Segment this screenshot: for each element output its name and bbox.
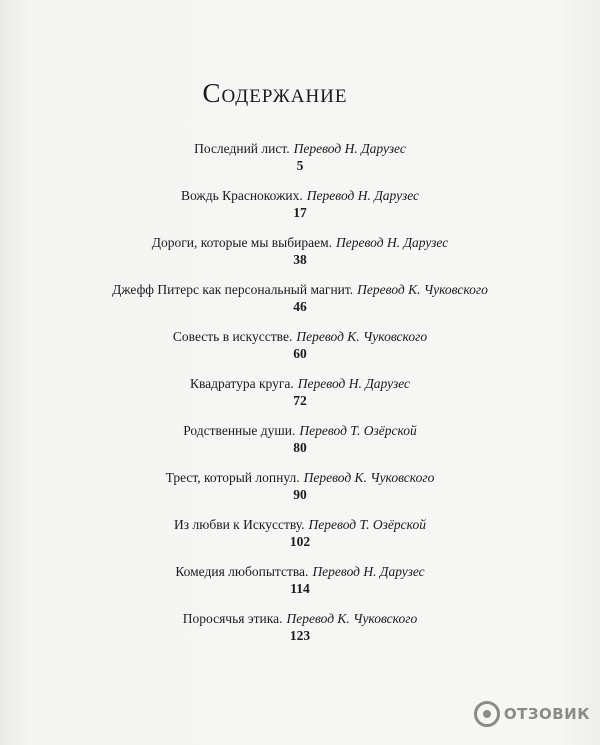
- story-title: Совесть в искусстве.: [172, 329, 293, 344]
- story-title: Последний лист.: [194, 141, 290, 156]
- story-title: Дороги, которые мы выбираем.: [151, 235, 332, 250]
- toc-entry: [0, 516, 600, 550]
- page-number: 90: [293, 487, 307, 502]
- toc-entry: [0, 187, 600, 221]
- toc-entry: [0, 281, 600, 315]
- toc-entry: [0, 234, 600, 268]
- story-title: Комедия любопытства.: [175, 564, 309, 579]
- page-title: Содержание: [202, 78, 348, 108]
- translator: Перевод Н. Дарузес: [297, 376, 411, 391]
- toc-entry: [0, 469, 600, 503]
- page-number: 72: [293, 393, 307, 408]
- page-number: 123: [289, 628, 311, 643]
- translator: Перевод Н. Дарузес: [293, 141, 406, 156]
- translator: Перевод Н. Дарузес: [306, 188, 420, 203]
- watermark-text: ОТЗОВИК: [503, 705, 590, 723]
- story-title: Из любви к Искусству.: [174, 517, 305, 532]
- page-number: 17: [293, 205, 307, 220]
- toc-entry: [0, 375, 600, 409]
- story-title: Вождь Краснокожих.: [180, 188, 303, 203]
- story-title: Родственные души.: [183, 423, 296, 438]
- story-title: Поросячья этика.: [182, 611, 283, 626]
- story-title: Джефф Питерс как персональный магнит.: [112, 282, 354, 297]
- translator: Перевод К. Чуковского: [303, 470, 435, 485]
- page-number: 80: [293, 440, 307, 455]
- toc-entry: [0, 422, 600, 456]
- page-number: 38: [293, 252, 307, 267]
- toc-entry: [0, 610, 600, 644]
- translator: Перевод К. Чуковского: [296, 329, 428, 344]
- translator: Перевод К. Чуковского: [286, 611, 418, 626]
- toc-entry: [0, 140, 600, 174]
- toc-entry: [0, 563, 600, 597]
- story-title: Трест, который лопнул.: [165, 470, 300, 485]
- page-number: 102: [289, 534, 311, 549]
- page-number: 60: [293, 346, 307, 361]
- translator: Перевод К. Чуковского: [357, 282, 488, 297]
- watermark: [474, 701, 590, 727]
- otzovik-logo-icon: [474, 701, 500, 727]
- toc-entry: [0, 328, 600, 362]
- story-title: Квадратура круга.: [189, 376, 294, 391]
- translator: Перевод Н. Дарузес: [336, 235, 449, 250]
- page-number: 5: [296, 158, 304, 173]
- page-number: 114: [290, 581, 310, 596]
- translator: Перевод Н. Дарузес: [312, 564, 425, 579]
- translator: Перевод Т. Озёрской: [299, 423, 417, 438]
- translator: Перевод Т. Озёрской: [308, 517, 426, 532]
- page-number: 46: [293, 299, 307, 314]
